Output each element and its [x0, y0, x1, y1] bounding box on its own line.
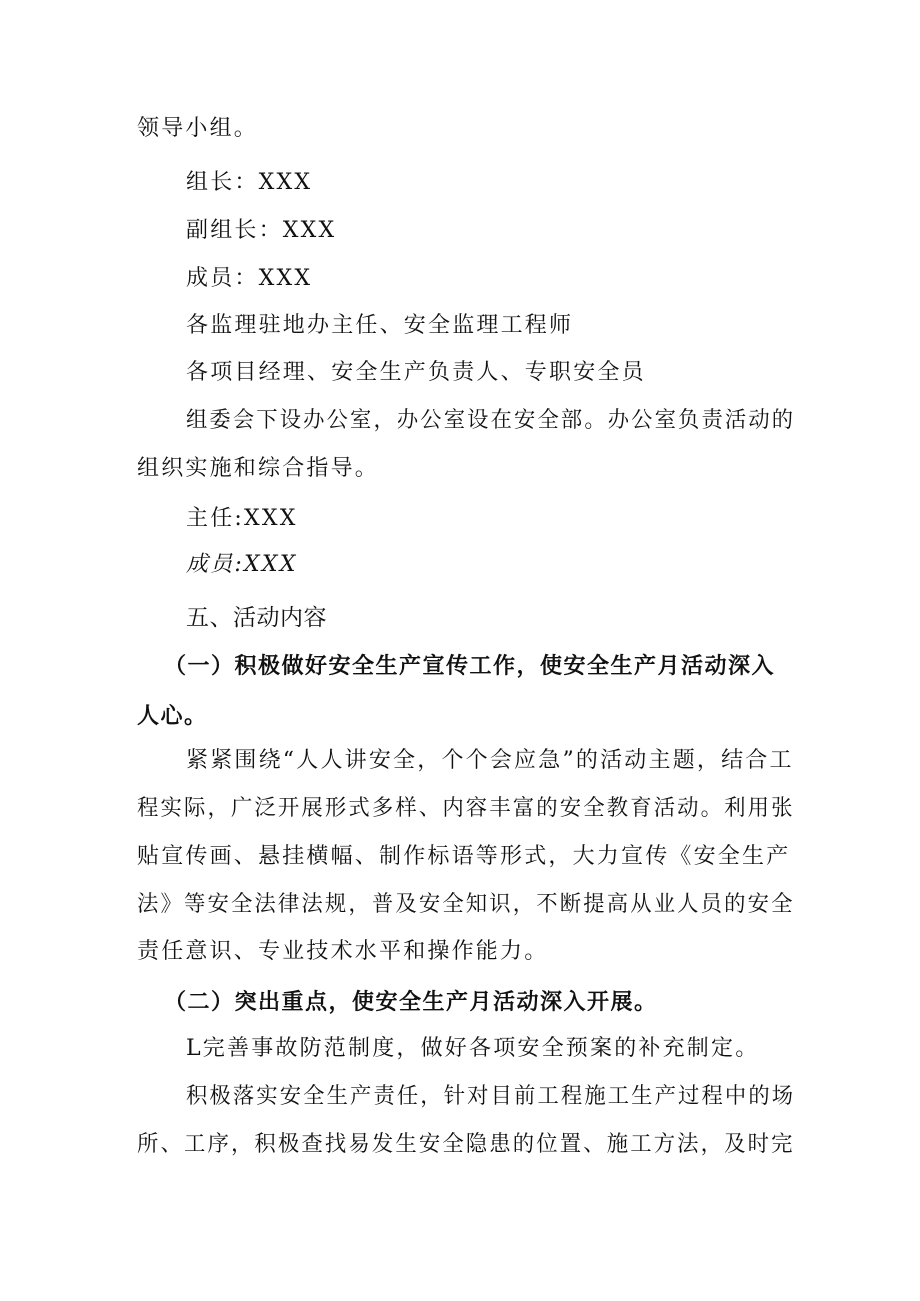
- subsection-heading: （二）突出重点，使安全生产月活动深入开展。: [164, 990, 658, 1015]
- text-line: 成员：XXX: [186, 266, 313, 291]
- text-line: 主任:XXX: [186, 506, 298, 531]
- text-line: 各监理驻地办主任、安全监理工程师: [186, 313, 574, 338]
- text-line: 程实际，广泛开展形式多样、内容丰富的安全教育活动。利用张: [137, 796, 795, 821]
- subsection-heading: 人心。: [137, 704, 208, 729]
- subsection-heading: （一）积极做好安全生产宣传工作，使安全生产月活动深入: [164, 654, 776, 679]
- text-line: 责任意识、专业技术水平和操作能力。: [137, 939, 549, 964]
- text-line: 积极落实安全生产责任，针对目前工程施工生产过程中的场: [186, 1084, 796, 1109]
- text-line: 组委会下设办公室，办公室设在安全部。办公室负责活动的: [186, 408, 796, 433]
- text-line: 组长：XXX: [186, 170, 313, 195]
- text-line: 法》等安全法律法规，普及安全知识，不断提高从业人员的安全: [137, 892, 795, 917]
- text-line: L完善事故防范制度，做好各项安全预案的补充制定。: [186, 1036, 760, 1061]
- text-line: 领导小组。: [137, 116, 259, 141]
- section-heading: 五、活动内容: [186, 605, 327, 631]
- text-line: 成员:XXX: [186, 552, 298, 577]
- text-line: 各项目经理、安全生产负责人、专职安全员: [186, 360, 646, 385]
- text-line: 紧紧围绕“人人讲安全，个个会应急”的活动主题，结合工: [186, 748, 794, 773]
- text-line: 所、工序，积极查找易发生安全隐患的位置、施工方法，及时完: [137, 1132, 795, 1157]
- text-line: 组织实施和综合指导。: [137, 456, 380, 481]
- text-line: 副组长：XXX: [186, 218, 337, 243]
- text-line: 贴宣传画、悬挂横幅、制作标语等形式，大力宣传《安全生产: [137, 844, 791, 869]
